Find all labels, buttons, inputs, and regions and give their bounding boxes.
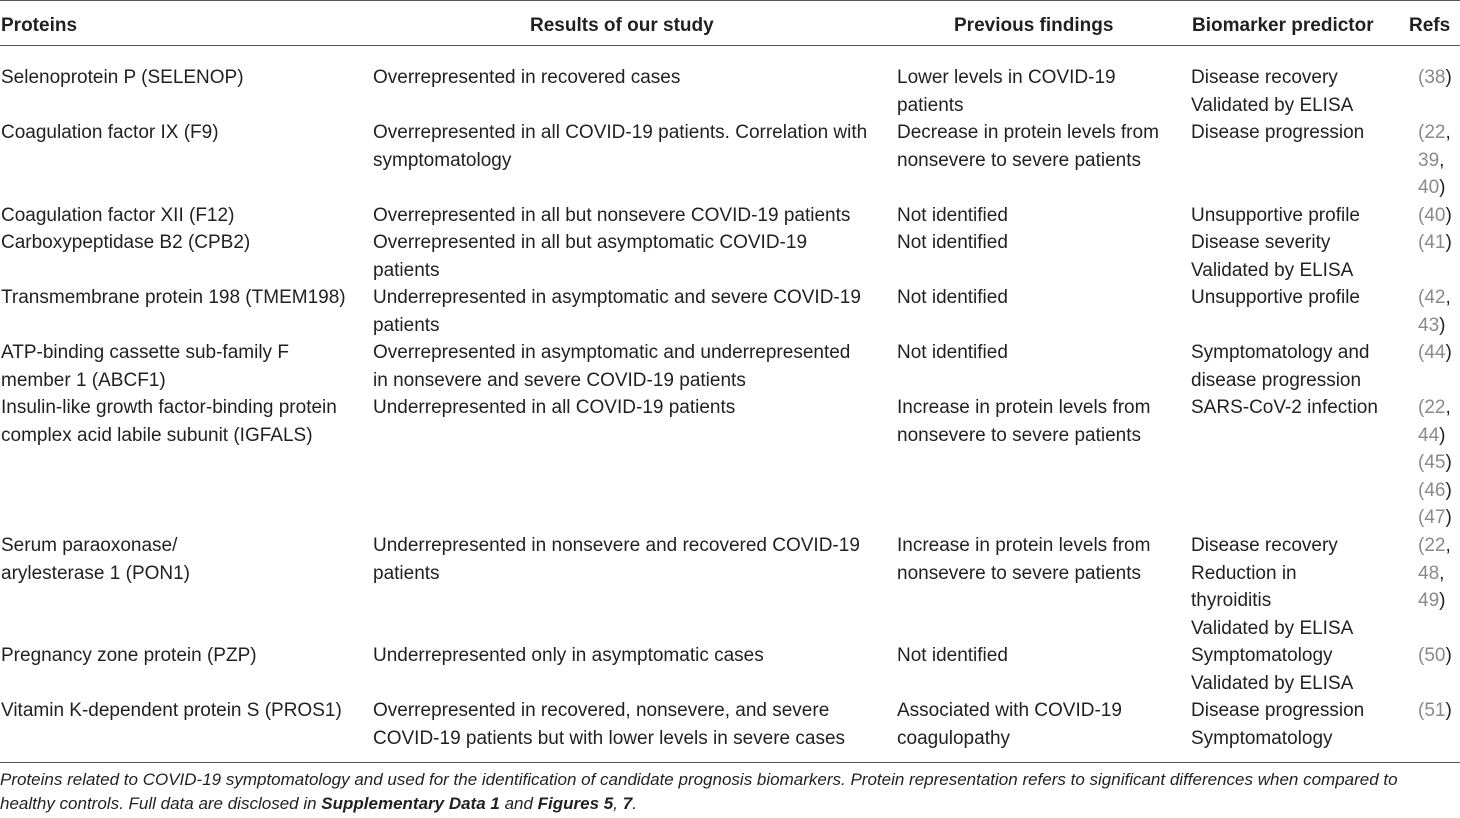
cell-line: patients (373, 314, 440, 336)
cell-refs (1418, 532, 1451, 615)
cell-line: Unsupportive profile (1191, 287, 1360, 308)
cell-line: Vitamin K-dependent protein S (PROS1) (1, 700, 342, 721)
ref-citation[interactable]: 44) (1418, 424, 1446, 446)
cell-line: Decrease in protein levels from (897, 122, 1159, 143)
cell-line: Not identified (897, 342, 1008, 363)
cell-line: Symptomatology (1191, 727, 1333, 749)
cell-line: complex acid labile subunit (IGFALS) (1, 424, 313, 446)
cell-line: member 1 (ABCF1) (1, 369, 166, 391)
cell-line: Validated by ELISA (1191, 617, 1354, 639)
caption-period: . (632, 794, 637, 813)
cell-line: arylesterase 1 (PON1) (1, 562, 191, 584)
ref-citation[interactable]: (42, (1418, 287, 1451, 308)
cell-line: thyroiditis (1191, 590, 1272, 611)
caption-comma: , (613, 794, 623, 813)
cell-line: Coagulation factor IX (F9) (1, 122, 219, 143)
cell-line: coagulopathy (897, 727, 1011, 749)
cell-refs (1418, 119, 1451, 202)
cell-biomarker (1191, 394, 1378, 422)
cell-results (373, 697, 845, 752)
cell-line: Increase in protein levels from (897, 397, 1151, 418)
cell-line: Increase in protein levels from (897, 535, 1151, 556)
header-results: Results of our study (530, 15, 714, 36)
cell-line: Coagulation factor XII (F12) (1, 205, 235, 226)
ref-citation[interactable]: (22, (1418, 122, 1451, 143)
cell-results (373, 339, 850, 394)
cell-refs (1418, 394, 1452, 532)
caption-link-figure-7[interactable]: 7 (622, 794, 633, 813)
cell-results (373, 64, 680, 92)
caption-line-1: Proteins related to COVID-19 symptomatology and used for the identification of candidate prognosis biomarkers. Protein representation refers to significant differences when compared to (0, 770, 1398, 789)
cell-biomarker (1191, 284, 1360, 312)
bottom-rule (0, 762, 1460, 763)
cell-line: Underrepresented in all COVID-19 patients (373, 397, 736, 418)
cell-line: Overrepresented in recovered, nonsevere, and severe (373, 700, 830, 721)
cell-line: Transmembrane protein 198 (TMEM198) (1, 287, 346, 308)
ref-citation[interactable]: 43) (1418, 314, 1446, 336)
cell-protein (1, 202, 234, 230)
cell-refs (1418, 339, 1452, 367)
cell-biomarker (1191, 697, 1364, 752)
cell-line: nonsevere to severe patients (897, 149, 1141, 171)
cell-protein (1, 697, 342, 725)
ref-citation[interactable]: 40) (1418, 177, 1446, 198)
cell-previous (897, 532, 1150, 587)
cell-results (373, 532, 860, 587)
cell-line: Overrepresented in recovered cases (373, 67, 681, 88)
cell-previous (897, 697, 1122, 752)
cell-biomarker (1191, 64, 1353, 119)
cell-line: Not identified (897, 232, 1008, 253)
cell-refs (1418, 697, 1452, 725)
header-proteins: Proteins (1, 15, 78, 36)
cell-line: Disease severity (1191, 232, 1331, 253)
caption-link-figure-5[interactable]: Figures 5 (537, 794, 614, 813)
cell-results (373, 394, 735, 422)
cell-biomarker (1191, 202, 1360, 230)
cell-previous (897, 229, 1008, 257)
caption-and: and (499, 794, 538, 813)
header-previous: Previous findings (954, 15, 1114, 36)
ref-citation[interactable]: (22, (1418, 397, 1451, 418)
cell-line: Symptomatology and (1191, 342, 1370, 363)
cell-line: Overrepresented in all but asymptomatic COVID-19 (373, 232, 808, 253)
cell-line: Overrepresented in asymptomatic and underrepresented (373, 342, 851, 363)
cell-line: Validated by ELISA (1191, 672, 1354, 694)
cell-results (373, 119, 867, 174)
cell-line: symptomatology (373, 149, 512, 171)
ref-citation[interactable]: (41) (1418, 232, 1452, 253)
ref-citation[interactable]: 48, (1418, 562, 1445, 584)
cell-line: Lower levels in COVID-19 (897, 67, 1116, 88)
ref-citation[interactable]: 39, (1418, 149, 1445, 171)
cell-refs (1418, 284, 1451, 339)
cell-refs (1418, 64, 1452, 92)
cell-previous (897, 64, 1116, 119)
ref-citation[interactable]: 49) (1418, 590, 1446, 611)
ref-citation[interactable]: (38) (1418, 67, 1452, 88)
cell-line: ATP-binding cassette sub-family F (1, 342, 289, 363)
caption-link-supplementary[interactable]: Supplementary Data 1 (321, 794, 500, 813)
cell-line: Underrepresented only in asymptomatic cases (373, 645, 764, 666)
cell-line: Unsupportive profile (1191, 205, 1360, 226)
cell-line: nonsevere to severe patients (897, 562, 1141, 584)
ref-citation[interactable]: (45) (1418, 452, 1452, 473)
cell-protein (1, 119, 219, 147)
ref-citation[interactable]: (46) (1418, 479, 1452, 501)
cell-line: Selenoprotein P (SELENOP) (1, 67, 244, 88)
cell-refs (1418, 202, 1452, 230)
cell-line: Carboxypeptidase B2 (CPB2) (1, 232, 251, 253)
cell-results (373, 229, 807, 284)
cell-biomarker (1191, 532, 1353, 642)
ref-citation[interactable]: (51) (1418, 700, 1452, 721)
cell-line: COVID-19 patients but with lower levels in severe cases (373, 727, 846, 749)
cell-line: Not identified (897, 205, 1008, 226)
cell-line: Underrepresented in nonsevere and recovered COVID-19 (373, 535, 860, 556)
cell-previous (897, 284, 1008, 312)
ref-citation[interactable]: (44) (1418, 342, 1452, 363)
cell-line: Not identified (897, 287, 1008, 308)
table-caption (0, 768, 1458, 816)
header-refs: Refs (1409, 15, 1451, 36)
caption-line-2: healthy controls. Full data are disclosed in (0, 794, 322, 813)
cell-line: Insulin-like growth factor-binding protein (1, 397, 337, 418)
cell-line: Pregnancy zone protein (PZP) (1, 645, 257, 666)
cell-line: patients (373, 562, 440, 584)
cell-line: Reduction in (1191, 562, 1297, 584)
cell-line: Validated by ELISA (1191, 94, 1354, 116)
cell-previous (897, 394, 1150, 449)
cell-protein (1, 532, 190, 587)
top-rule (0, 0, 1460, 1)
cell-line: patients (897, 94, 964, 116)
cell-protein (1, 642, 257, 670)
cell-line: Underrepresented in asymptomatic and severe COVID-19 (373, 287, 861, 308)
cell-line: Not identified (897, 645, 1008, 666)
cell-line: Serum paraoxonase/ (1, 535, 178, 556)
ref-citation[interactable]: (50) (1418, 645, 1452, 666)
cell-previous (897, 202, 1008, 230)
cell-line: Disease recovery (1191, 535, 1338, 556)
cell-line: Overrepresented in all but nonsevere COVID-19 patients (373, 205, 851, 226)
cell-protein (1, 284, 346, 312)
cell-biomarker (1191, 642, 1353, 697)
cell-previous (897, 119, 1159, 174)
cell-line: disease progression (1191, 369, 1362, 391)
cell-line: SARS-CoV-2 infection (1191, 397, 1378, 418)
cell-results (373, 202, 850, 230)
cell-line: Disease recovery (1191, 67, 1338, 88)
cell-protein (1, 229, 250, 257)
cell-line: nonsevere to severe patients (897, 424, 1141, 446)
cell-results (373, 642, 764, 670)
cell-biomarker (1191, 339, 1370, 394)
cell-line: patients (373, 259, 440, 281)
cell-line: Overrepresented in all COVID-19 patients. Correlation with (373, 122, 868, 143)
cell-refs (1418, 642, 1452, 670)
header-biomarker: Biomarker predictor (1192, 15, 1374, 36)
cell-refs (1418, 229, 1452, 257)
cell-previous (897, 339, 1008, 367)
cell-line: Validated by ELISA (1191, 259, 1354, 281)
cell-biomarker (1191, 119, 1364, 147)
cell-biomarker (1191, 229, 1353, 284)
cell-protein (1, 339, 289, 394)
cell-line: Associated with COVID-19 (897, 700, 1122, 721)
cell-previous (897, 642, 1008, 670)
cell-protein (1, 64, 244, 92)
cell-line: in nonsevere and severe COVID-19 patients (373, 369, 746, 391)
cell-line: Disease progression (1191, 700, 1365, 721)
cell-line: Disease progression (1191, 122, 1365, 143)
header-rule (0, 45, 1460, 46)
ref-citation[interactable]: (22, (1418, 535, 1451, 556)
ref-citation[interactable]: (40) (1418, 205, 1452, 226)
cell-results (373, 284, 861, 339)
ref-citation[interactable]: (47) (1418, 507, 1452, 528)
cell-line: Symptomatology (1191, 645, 1333, 666)
cell-protein (1, 394, 337, 449)
